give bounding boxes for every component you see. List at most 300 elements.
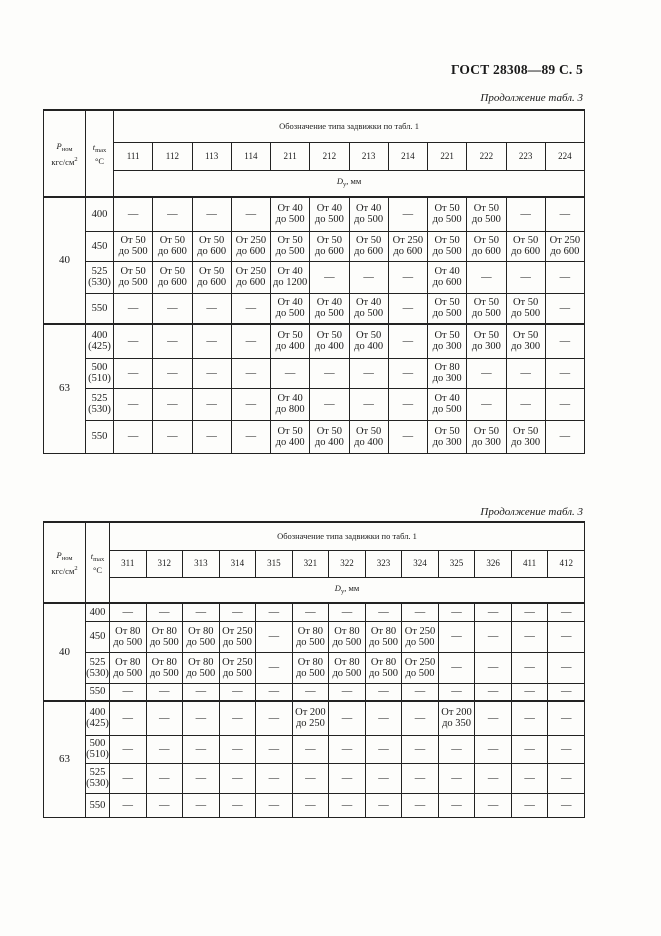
valve-type-code: 322 (329, 550, 366, 577)
dy-range-from: — (487, 662, 499, 673)
temperature-value (86, 652, 110, 683)
dy-range-from: От 50 (434, 203, 460, 215)
dy-range-from: — (378, 743, 389, 755)
dy-range-from: — (341, 772, 353, 784)
dy-range-cell (271, 261, 310, 293)
dy-range-cell (475, 621, 512, 652)
dy-range-from: — (402, 367, 414, 379)
dy-range-cell (183, 763, 220, 793)
dy-range-to: до 500 (405, 636, 435, 648)
temperature-value (86, 293, 114, 324)
dy-range-from: — (559, 302, 571, 314)
dy-range-cell (110, 763, 147, 793)
dy-range-from: — (378, 799, 389, 811)
dy-range-from: — (402, 208, 414, 220)
dy-range-from: От 80 (370, 625, 397, 637)
dy-range-cell (402, 652, 439, 683)
dy-range-cell (329, 763, 366, 793)
dy-range-to: до 500 (332, 636, 362, 648)
dy-range-cell (467, 388, 506, 420)
dy-range-cell (388, 420, 427, 453)
dy-range-from: — (167, 302, 178, 314)
dy-range-cell (545, 293, 584, 324)
dy-range-from: — (560, 686, 572, 698)
dy-range-cell (110, 621, 147, 652)
dy-range-from: От 50 (120, 266, 146, 277)
temperature-value (86, 261, 114, 293)
dy-range-cell (545, 324, 584, 358)
dy-range-from: От 50 (159, 235, 186, 246)
dy-range-cell (310, 261, 349, 293)
dy-range-from: — (245, 367, 257, 379)
dy-header (114, 170, 585, 197)
dy-range-from: — (487, 743, 499, 755)
dy-range-cell (467, 231, 506, 261)
dy-range-from: — (159, 799, 170, 811)
dy-range-cell (545, 197, 584, 231)
dy-range-cell (310, 388, 349, 420)
dy-range-cell (110, 683, 147, 701)
dy-range-from: От 80 (151, 625, 177, 637)
dy-range-cell (310, 231, 349, 261)
dy-range-cell (365, 763, 402, 793)
dy-range-to: до 400 (275, 341, 305, 353)
dy-range-cell (192, 231, 231, 261)
temperature-value (86, 683, 110, 701)
temperature-value (86, 603, 110, 621)
temperature-main: 400 (91, 330, 108, 342)
dy-range-from: — (378, 686, 389, 698)
dy-range-from: — (245, 208, 257, 220)
dy-range-cell (402, 793, 439, 817)
dy-range-from: От 50 (473, 203, 500, 215)
dy-range-from: — (232, 606, 243, 618)
dy-range-cell (545, 261, 584, 293)
dy-range-from: — (559, 208, 571, 220)
dy-range-cell (548, 683, 585, 701)
dy-range-from: — (127, 431, 139, 442)
dy-range-from: — (305, 686, 316, 698)
temperature-value (86, 197, 114, 231)
dy-range-from: От 40 (434, 393, 460, 404)
dy-range-from: — (268, 686, 280, 698)
dy-range-to: до 600 (236, 246, 266, 257)
temperature-main: 525 (91, 393, 108, 404)
valve-type-code: 223 (506, 142, 545, 170)
dy-range-from: От 50 (473, 330, 500, 342)
dy-range-from: — (402, 398, 414, 410)
dy-range-from: От 250 (549, 235, 581, 246)
dy-range-cell (506, 324, 545, 358)
dy-range-to: до 500 (332, 667, 362, 679)
dy-range-cell (271, 358, 310, 388)
dy-range-from: — (487, 712, 499, 724)
dy-range-from: От 50 (316, 330, 343, 342)
dy-range-from: От 40 (316, 297, 343, 309)
table-row (44, 652, 585, 683)
dy-range-from: — (524, 606, 535, 618)
dy-range-from: — (559, 271, 571, 283)
dy-range-cell (271, 231, 310, 261)
dy-range-cell (388, 197, 427, 231)
dy-range-from: От 80 (334, 625, 360, 637)
dy-range-cell (231, 261, 270, 293)
dy-row (44, 170, 585, 197)
dy-range-from: — (324, 398, 335, 410)
dy-range-to: до 500 (314, 308, 344, 320)
dy-range-cell (114, 197, 153, 231)
temperature-main: 450 (91, 240, 108, 252)
temperature-value (86, 358, 114, 388)
dy-range-cell (310, 358, 349, 388)
temperature-unit: °C (92, 564, 103, 575)
dy-range-to: до 600 (197, 277, 227, 288)
dy-range-from: — (195, 606, 207, 618)
dy-range-from: От 50 (355, 235, 382, 246)
dy-range-cell (365, 793, 402, 817)
dy-range-from: От 80 (297, 625, 324, 637)
dy-range-cell (219, 701, 256, 735)
dy-range-from: От 50 (198, 235, 225, 246)
dy-range-cell (192, 420, 231, 453)
dy-range-from: — (268, 712, 280, 724)
temperature-alt: (530) (88, 404, 111, 415)
dy-range-cell (192, 324, 231, 358)
dy-range-from: — (524, 686, 535, 698)
dy-range-from: От 50 (355, 425, 382, 437)
dy-range-from: — (524, 799, 535, 811)
dy-range-cell (402, 621, 439, 652)
valve-type-code: 323 (365, 550, 402, 577)
dy-range-to: до 400 (275, 436, 305, 448)
dy-range-from: — (245, 335, 257, 347)
dy-range-cell (349, 388, 388, 420)
dy-range-from: — (268, 631, 280, 642)
dy-range-cell (292, 701, 329, 735)
dy-range-cell (329, 735, 366, 763)
dy-range-cell (329, 683, 366, 701)
dy-range-from: — (520, 398, 531, 410)
temperature-alt: (530) (86, 778, 109, 789)
dy-range-from: От 50 (512, 235, 539, 246)
dy-range-cell (219, 735, 256, 763)
table-row (44, 603, 585, 621)
dy-range-from: — (206, 335, 217, 347)
pressure-value: 63 (44, 324, 86, 453)
temperature-header (86, 522, 110, 603)
dy-range-cell (192, 293, 231, 324)
dy-range-cell (388, 293, 427, 324)
dy-range-cell (231, 358, 270, 388)
dy-range-cell (511, 701, 548, 735)
dy-range-cell (467, 261, 506, 293)
dy-range-from: — (378, 772, 389, 784)
dy-range-cell (511, 793, 548, 817)
dy-range-cell (114, 324, 153, 358)
dy-range-cell (110, 652, 147, 683)
dy-range-from: — (524, 631, 535, 642)
dy-range-from: — (378, 712, 389, 724)
dy-range-cell (511, 603, 548, 621)
dy-range-to: до 600 (197, 246, 227, 257)
dy-range-to: до 300 (511, 341, 541, 353)
dy-range-from: — (159, 606, 170, 618)
temperature-main: 550 (89, 799, 106, 811)
dy-range-from: От 250 (404, 656, 436, 668)
dy-range-from: От 50 (434, 330, 460, 342)
dy-range-to: до 500 (432, 308, 462, 320)
valve-type-code: 411 (511, 550, 548, 577)
dy-symbol: D (336, 176, 343, 187)
dy-range-from: От 200 (295, 707, 326, 719)
temperature-symbol: t (90, 550, 94, 561)
dy-range-cell (388, 324, 427, 358)
dy-range-cell (146, 652, 183, 683)
dy-range-to: до 500 (432, 214, 462, 226)
dy-range-from: — (268, 606, 280, 618)
dy-range-from: — (414, 772, 426, 784)
dy-range-from: От 50 (512, 330, 539, 342)
dy-range-to: до 500 (275, 214, 305, 226)
dy-range-from: От 40 (355, 203, 382, 215)
dy-range-cell (271, 293, 310, 324)
dy-range-cell (219, 763, 256, 793)
dy-range-to: до 600 (432, 277, 462, 288)
dy-range-from: — (487, 799, 499, 811)
dy-range-from: От 40 (355, 297, 382, 309)
dy-range-from: — (451, 743, 462, 755)
dy-range-to: до 500 (369, 636, 398, 648)
dy-range-from: — (341, 799, 353, 811)
dy-range-from: — (305, 743, 316, 755)
dy-range-cell (349, 231, 388, 261)
dy-range-cell (219, 652, 256, 683)
page-header: ГОСТ 28308—89 С. 5 (450, 62, 583, 77)
dy-range-to: до 500 (432, 246, 462, 257)
dy-range-cell (388, 261, 427, 293)
dy-range-cell (349, 420, 388, 453)
designation-header: Обозначение типа задвижки по табл. 1 (114, 110, 585, 142)
temperature-main: 550 (89, 686, 106, 698)
dy-range-from: От 40 (277, 266, 303, 277)
dy-range-cell (153, 358, 192, 388)
dy-range-cell (292, 763, 329, 793)
dy-range-cell (110, 701, 147, 735)
dy-range-cell (428, 231, 467, 261)
dy-range-cell (402, 603, 439, 621)
dy-range-cell (438, 793, 475, 817)
dy-range-from: От 250 (404, 625, 436, 637)
dy-range-from: — (402, 302, 414, 314)
dy-range-from: — (268, 662, 280, 673)
dy-range-cell (548, 621, 585, 652)
dy-unit: , мм (346, 176, 362, 187)
dy-range-from: — (341, 686, 353, 698)
dy-range-from: От 80 (115, 625, 141, 637)
dy-range-cell (256, 763, 293, 793)
dy-range-cell (475, 793, 512, 817)
dy-range-to: до 250 (295, 718, 325, 730)
dy-range-from: — (167, 398, 178, 410)
dy-range-from: — (560, 606, 572, 618)
dy-range-cell (256, 603, 293, 621)
dy-range-cell (146, 621, 183, 652)
dy-range-from: — (232, 712, 243, 724)
dy-range-cell (292, 735, 329, 763)
header-row (44, 522, 585, 550)
dy-range-cell (219, 683, 256, 701)
dy-range-cell (365, 735, 402, 763)
dy-range-cell (506, 231, 545, 261)
dy-range-to: до 500 (511, 308, 541, 320)
dy-range-from: От 80 (334, 656, 360, 668)
dy-range-cell (428, 420, 467, 453)
dy-range-cell (271, 324, 310, 358)
dy-range-from: — (122, 712, 134, 724)
dy-range-from: — (206, 431, 217, 442)
table-row (44, 701, 585, 735)
valve-type-code: 324 (402, 550, 439, 577)
dy-range-from: От 80 (151, 656, 177, 668)
dy-range-from: — (127, 208, 139, 220)
temperature-main: 550 (91, 302, 108, 314)
dy-range-from: — (560, 662, 572, 673)
temperature-alt: (530) (86, 667, 109, 679)
dy-range-to: до 300 (471, 341, 501, 353)
dy-range-cell (256, 652, 293, 683)
dy-range-cell (146, 603, 183, 621)
dy-range-from: — (378, 606, 389, 618)
pressure-unit-exponent: 2 (74, 564, 78, 572)
pressure-value: 63 (44, 701, 86, 817)
dy-range-cell (438, 683, 475, 701)
dy-range-from: — (127, 398, 139, 410)
dy-range-from: От 50 (159, 266, 186, 277)
dy-range-from: — (122, 772, 134, 784)
dy-range-from: От 50 (512, 297, 539, 309)
dy-range-cell (271, 420, 310, 453)
dy-range-cell (219, 603, 256, 621)
dy-range-from: — (195, 772, 207, 784)
dy-range-to: до 600 (236, 277, 266, 288)
dy-range-cell (114, 388, 153, 420)
dy-range-from: От 40 (277, 297, 303, 309)
dy-range-from: От 50 (434, 235, 460, 246)
dy-range-from: От 40 (434, 266, 460, 277)
temperature-value (86, 324, 114, 358)
table-row (44, 683, 585, 701)
dy-range-from: — (206, 302, 217, 314)
dy-range-cell (428, 324, 467, 358)
dy-range-cell (292, 683, 329, 701)
dy-range-cell (365, 603, 402, 621)
dy-header (110, 577, 585, 603)
dy-range-from: — (195, 743, 207, 755)
dy-range-cell (110, 793, 147, 817)
temperature-main: 525 (91, 266, 108, 277)
dy-range-cell (114, 358, 153, 388)
pressure-header (44, 522, 86, 603)
dy-range-to: до 600 (471, 246, 501, 257)
dy-range-to: до 500 (113, 667, 143, 679)
dy-range-from: — (481, 398, 492, 410)
temperature-main: 450 (89, 631, 106, 642)
temperature-value (86, 420, 114, 453)
dy-range-to: до 500 (113, 636, 143, 648)
temperature-value (86, 793, 110, 817)
temperature-value (86, 388, 114, 420)
dy-range-to: до 500 (118, 246, 148, 257)
dy-range-cell (292, 603, 329, 621)
dy-range-from: — (122, 743, 134, 755)
dy-symbol: D (334, 582, 341, 593)
dy-range-cell (506, 197, 545, 231)
dy-range-to: до 500 (149, 667, 179, 679)
header-row (44, 110, 585, 142)
dy-range-to: до 400 (354, 341, 384, 353)
dy-range-from: От 40 (316, 203, 343, 215)
dy-range-cell (506, 388, 545, 420)
dy-range-from: От 50 (277, 425, 303, 437)
dy-range-from: — (268, 772, 280, 784)
dy-range-cell (506, 358, 545, 388)
dy-range-cell (506, 420, 545, 453)
dy-range-cell (545, 358, 584, 388)
valve-type-code: 321 (292, 550, 329, 577)
dy-range-to: до 500 (354, 308, 384, 320)
temperature-alt: (425) (88, 341, 111, 353)
dy-range-from: — (363, 398, 374, 410)
dy-range-to: до 400 (314, 341, 344, 353)
dy-range-from: От 80 (297, 656, 324, 668)
valve-type-code: 111 (114, 142, 153, 170)
dy-range-to: до 300 (471, 436, 501, 448)
dy-range-cell (153, 420, 192, 453)
dy-range-cell (438, 621, 475, 652)
dy-range-cell (467, 324, 506, 358)
dy-range-cell (153, 388, 192, 420)
dy-range-from: — (363, 271, 374, 283)
dy-range-from: От 50 (316, 425, 343, 437)
dy-range-from: — (414, 743, 426, 755)
dy-range-from: — (451, 799, 462, 811)
dy-range-from: — (402, 271, 414, 283)
dy-range-cell (438, 603, 475, 621)
dy-range-cell (467, 197, 506, 231)
dy-range-cell (146, 793, 183, 817)
dy-range-cell (271, 197, 310, 231)
temperature-subscript: max (95, 146, 107, 154)
dy-range-cell (475, 735, 512, 763)
dy-range-to: до 500 (295, 667, 325, 679)
dy-range-to: до 500 (275, 246, 305, 257)
dy-range-from: — (481, 271, 492, 283)
table-row (44, 763, 585, 793)
dy-range-from: — (341, 606, 353, 618)
dy-range-to: до 500 (222, 636, 252, 648)
dy-range-from: — (159, 712, 170, 724)
pressure-unit: кгс/см (51, 565, 75, 576)
dy-range-cell (545, 420, 584, 453)
dy-range-from: От 50 (512, 425, 539, 437)
continuation-label: Продолжение табл. 3 (480, 92, 583, 104)
dy-range-cell (114, 231, 153, 261)
pressure-unit-exponent: 2 (74, 155, 78, 163)
dy-range-from: От 50 (434, 425, 460, 437)
dy-range-from: От 80 (188, 656, 214, 668)
dy-subscript: у (342, 181, 347, 189)
dy-range-cell (231, 324, 270, 358)
